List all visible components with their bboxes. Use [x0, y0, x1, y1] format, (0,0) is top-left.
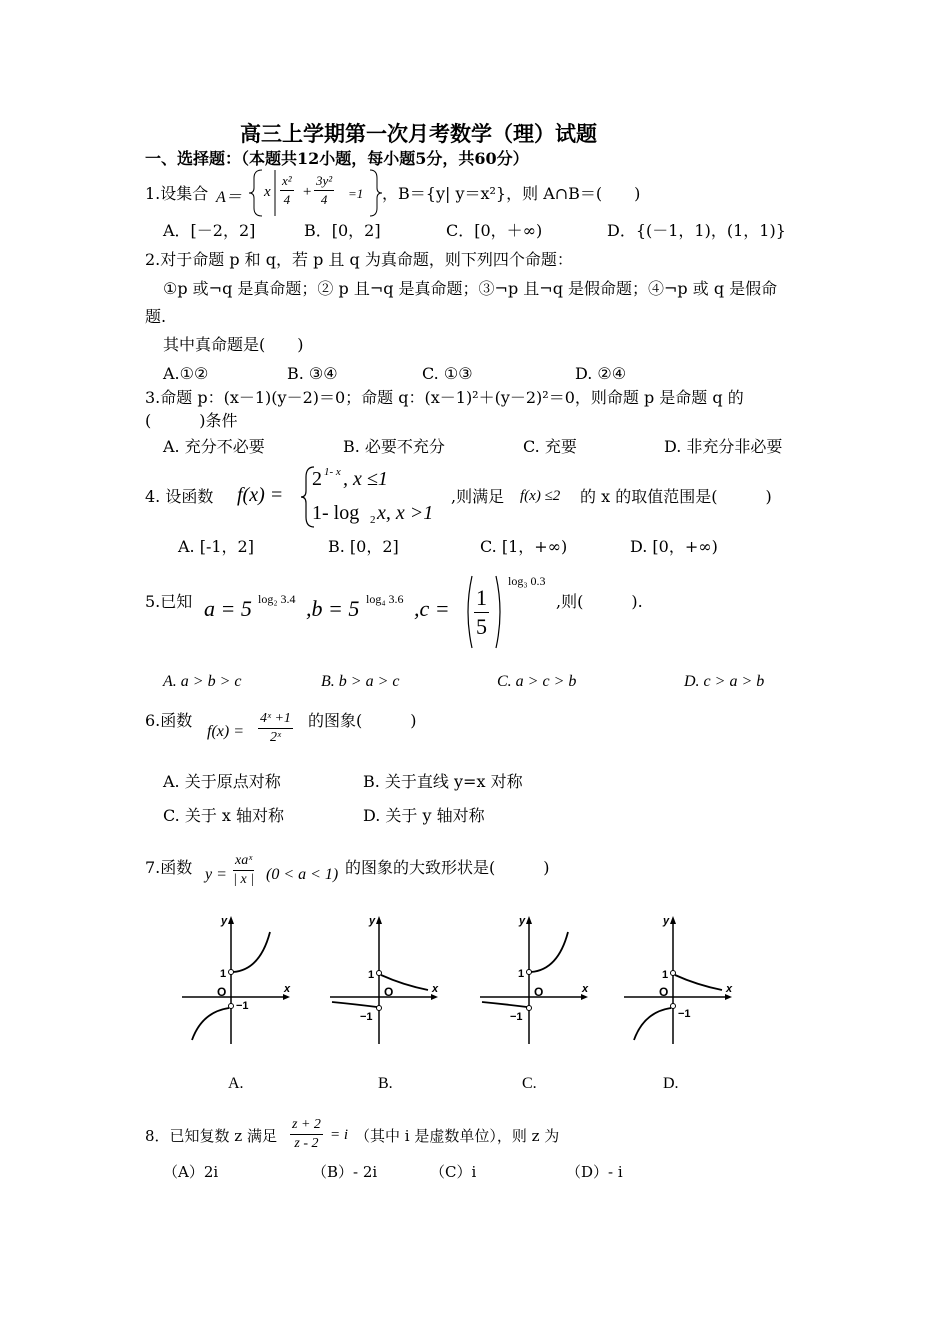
q7-frac — [233, 852, 254, 889]
q3-line1: 3.命题 p：(x－1)(y－2)＝0；命题 q：(x－1)²＋(y－2)²＝0，则命题 p 是命题 q 的 — [145, 388, 744, 407]
graph-b-y-label: y — [369, 915, 376, 927]
q8-frac-num: z + 2 — [290, 1116, 323, 1135]
graph-c-one: 1 — [518, 968, 525, 980]
q3-option-d: D. 非充分非必要 — [664, 437, 783, 456]
q1-option-a: A．[－2，2] — [163, 221, 256, 240]
graph-c-x-label: x — [582, 983, 589, 995]
q5-right-paren — [494, 574, 506, 650]
q5-b: ,b = 5 — [306, 596, 360, 621]
q4-cond: f(x) ≤2 — [520, 488, 561, 504]
graph-c-curve-right — [531, 932, 568, 972]
graph-d-curve-right — [675, 975, 722, 990]
q8-option-c: （C）i — [430, 1163, 477, 1181]
q6-option-d: D. 关于 y 轴对称 — [363, 806, 485, 825]
q8-frac-den: z - 2 — [294, 1136, 319, 1151]
graph-b-x-label: x — [432, 983, 439, 995]
q6-frac-num: 4ˣ +1 — [258, 710, 293, 729]
q1-eq1: =1 — [348, 186, 364, 201]
q8-option-d: （D）- i — [566, 1163, 623, 1181]
q6-prefix: 6.函数 — [145, 711, 193, 730]
q2-option-b: B. ③④ — [287, 364, 338, 383]
graph-c-origin: O — [534, 985, 544, 999]
q6-option-c: C. 关于 x 轴对称 — [163, 806, 285, 825]
q1-frac2-den: 4 — [320, 192, 328, 207]
q4-option-b: B. [0，2] — [328, 537, 399, 556]
q5-left-paren — [462, 574, 474, 650]
q5-c: ,c = — [414, 596, 450, 621]
q4-suffix: ,则满足 — [451, 487, 505, 506]
graph-b — [328, 910, 448, 1050]
q6-option-b: B. 关于直线 y=x 对称 — [363, 772, 523, 791]
q1-frac2 — [314, 172, 334, 209]
q2-option-d: D. ②④ — [575, 364, 627, 383]
q6-option-a: A. 关于原点对称 — [163, 772, 281, 791]
graph-d-origin: O — [659, 985, 669, 999]
q6-suffix: 的图象( ) — [308, 711, 417, 730]
q4-option-d: D. [0，+∞) — [630, 537, 718, 556]
graph-c-y-label: y — [519, 915, 526, 927]
q5-option-b: B. b > a > c — [321, 673, 400, 690]
q5-a-exp: log₂ 3.4 — [258, 592, 296, 606]
q5-option-d: D. c > a > b — [684, 673, 765, 690]
graph-c — [478, 910, 598, 1050]
q8-option-b: （B）- 2i — [312, 1163, 378, 1181]
q3-option-a: A. 充分不必要 — [163, 437, 265, 456]
graph-d-curve-left — [634, 1008, 671, 1040]
section-heading: 一、选择题：（本题共12小题，每小题5分，共60分） — [145, 149, 529, 168]
graph-b-one: 1 — [368, 969, 375, 981]
q1-bar — [274, 170, 278, 216]
q1-frac1-den: 4 — [283, 192, 291, 207]
q1-frac2-num: 3y² — [314, 172, 334, 191]
q7-frac-den: | x | — [233, 872, 255, 887]
graph-a-one: 1 — [220, 968, 227, 980]
q5-b-exp: log₄ 3.6 — [366, 592, 404, 606]
q2-line3: 题. — [145, 307, 167, 326]
graph-a-label: A. — [228, 1075, 244, 1092]
graph-a-curve-right — [233, 932, 270, 972]
q7-y: y = — [205, 866, 227, 883]
graph-c-curve-left — [482, 1002, 527, 1007]
q1-setB: ，B＝{y| y＝x²}，则 A∩B＝( ) — [382, 184, 641, 203]
page-title: 高三上学期第一次月考数学（理）试题 — [240, 121, 597, 146]
graph-d-neg-one: −1 — [678, 1008, 691, 1020]
graph-b-origin: O — [384, 985, 394, 999]
q7-cond: (0 < a < 1) — [266, 866, 339, 883]
q2-line2: ①p 或¬q 是真命题；② p 且¬q 是真命题；③¬p 且¬q 是假命题；④¬p 或 q 是假命 — [163, 279, 778, 298]
q1-frac1 — [280, 172, 294, 209]
graph-b-curve-left — [332, 1002, 377, 1007]
q4-option-c: C. [1，+∞) — [480, 537, 568, 556]
q5-prefix: 5.已知 — [145, 592, 193, 611]
graph-a — [180, 910, 300, 1050]
q5-frac — [474, 584, 489, 641]
q5-c-exp: log₃ 0.3 — [508, 574, 546, 588]
q5-frac-num: 1 — [474, 584, 489, 613]
q4-case1-base: 2 — [312, 468, 322, 490]
graph-a-y-label: y — [221, 915, 228, 927]
q6-frac — [258, 710, 293, 747]
q8-suffix: （其中 i 是虚数单位），则 z 为 — [355, 1127, 560, 1145]
q2-option-a: A.①② — [163, 364, 209, 383]
q1-x: x — [264, 184, 271, 200]
q4-suffix2: 的 x 的取值范围是( ) — [580, 487, 772, 506]
q5-option-a: A. a > b > c — [163, 673, 242, 690]
q4-prefix: 4. 设函数 — [145, 487, 214, 506]
q4-case1-exp: 1- x — [324, 466, 341, 478]
graph-d-x-label: x — [726, 983, 733, 995]
q5-option-c: C. a > c > b — [497, 673, 577, 690]
q1-prefix: 1.设集合 — [145, 184, 209, 203]
q8-frac — [290, 1116, 323, 1153]
q6-fx: f(x) = — [207, 723, 244, 740]
q1-frac1-num: x² — [280, 172, 294, 191]
graph-b-neg-one: −1 — [360, 1011, 373, 1023]
q4-case1-cond: , x ≤1 — [343, 468, 388, 490]
q1-setA: A＝ — [216, 189, 242, 206]
q7-prefix: 7.函数 — [145, 858, 193, 877]
q4-case2-cond: x, x >1 — [377, 502, 434, 524]
q5-a: a = 5 — [204, 596, 252, 621]
graph-d-y-label: y — [663, 915, 670, 927]
q8-option-a: （A）2i — [163, 1163, 219, 1181]
q4-case2: 1- log — [312, 502, 360, 524]
q4-case2-sub: 2 — [370, 514, 376, 526]
q4-option-a: A. [-1，2] — [178, 537, 254, 556]
q3-line2: ( )条件 — [145, 411, 238, 430]
q1-option-d: D．{(－1，1)，(1，1)} — [607, 221, 786, 240]
q5-frac-den: 5 — [476, 614, 487, 639]
q8-prefix: 8．已知复数 z 满足 — [145, 1127, 277, 1145]
graph-c-neg-one: −1 — [510, 1011, 523, 1023]
q1-plus: + — [302, 184, 313, 200]
q2-option-c: C. ①③ — [422, 364, 473, 383]
graph-c-label: C. — [522, 1075, 537, 1092]
q2-stem: 2.对于命题 p 和 q，若 p 且 q 为真命题，则下列四个命题： — [145, 250, 573, 269]
q3-option-c: C. 充要 — [523, 437, 577, 456]
graph-a-x-label: x — [284, 983, 291, 995]
q2-line4: 其中真命题是( ) — [163, 335, 304, 354]
q7-frac-num: xaˣ — [233, 852, 254, 871]
q5-suffix: ,则( ). — [556, 592, 643, 611]
graph-d-label: D. — [663, 1075, 679, 1092]
q8-eq: = i — [330, 1127, 349, 1143]
graph-a-neg-one: −1 — [236, 1000, 249, 1012]
q1-option-b: B．[0，2] — [304, 221, 381, 240]
q3-option-b: B. 必要不充分 — [343, 437, 445, 456]
q1-option-c: C．[0，＋∞) — [446, 221, 543, 240]
graph-a-origin: O — [217, 985, 227, 999]
graph-b-label: B. — [378, 1075, 393, 1092]
q7-suffix: 的图象的大致形状是( ) — [345, 858, 550, 877]
graph-d — [622, 910, 742, 1050]
graph-a-curve-left — [192, 1008, 229, 1040]
q4-fx: f(x) = — [237, 484, 284, 506]
q6-frac-den: 2ˣ — [269, 730, 281, 745]
graph-d-one: 1 — [662, 969, 669, 981]
q1-right-brace — [368, 168, 382, 218]
